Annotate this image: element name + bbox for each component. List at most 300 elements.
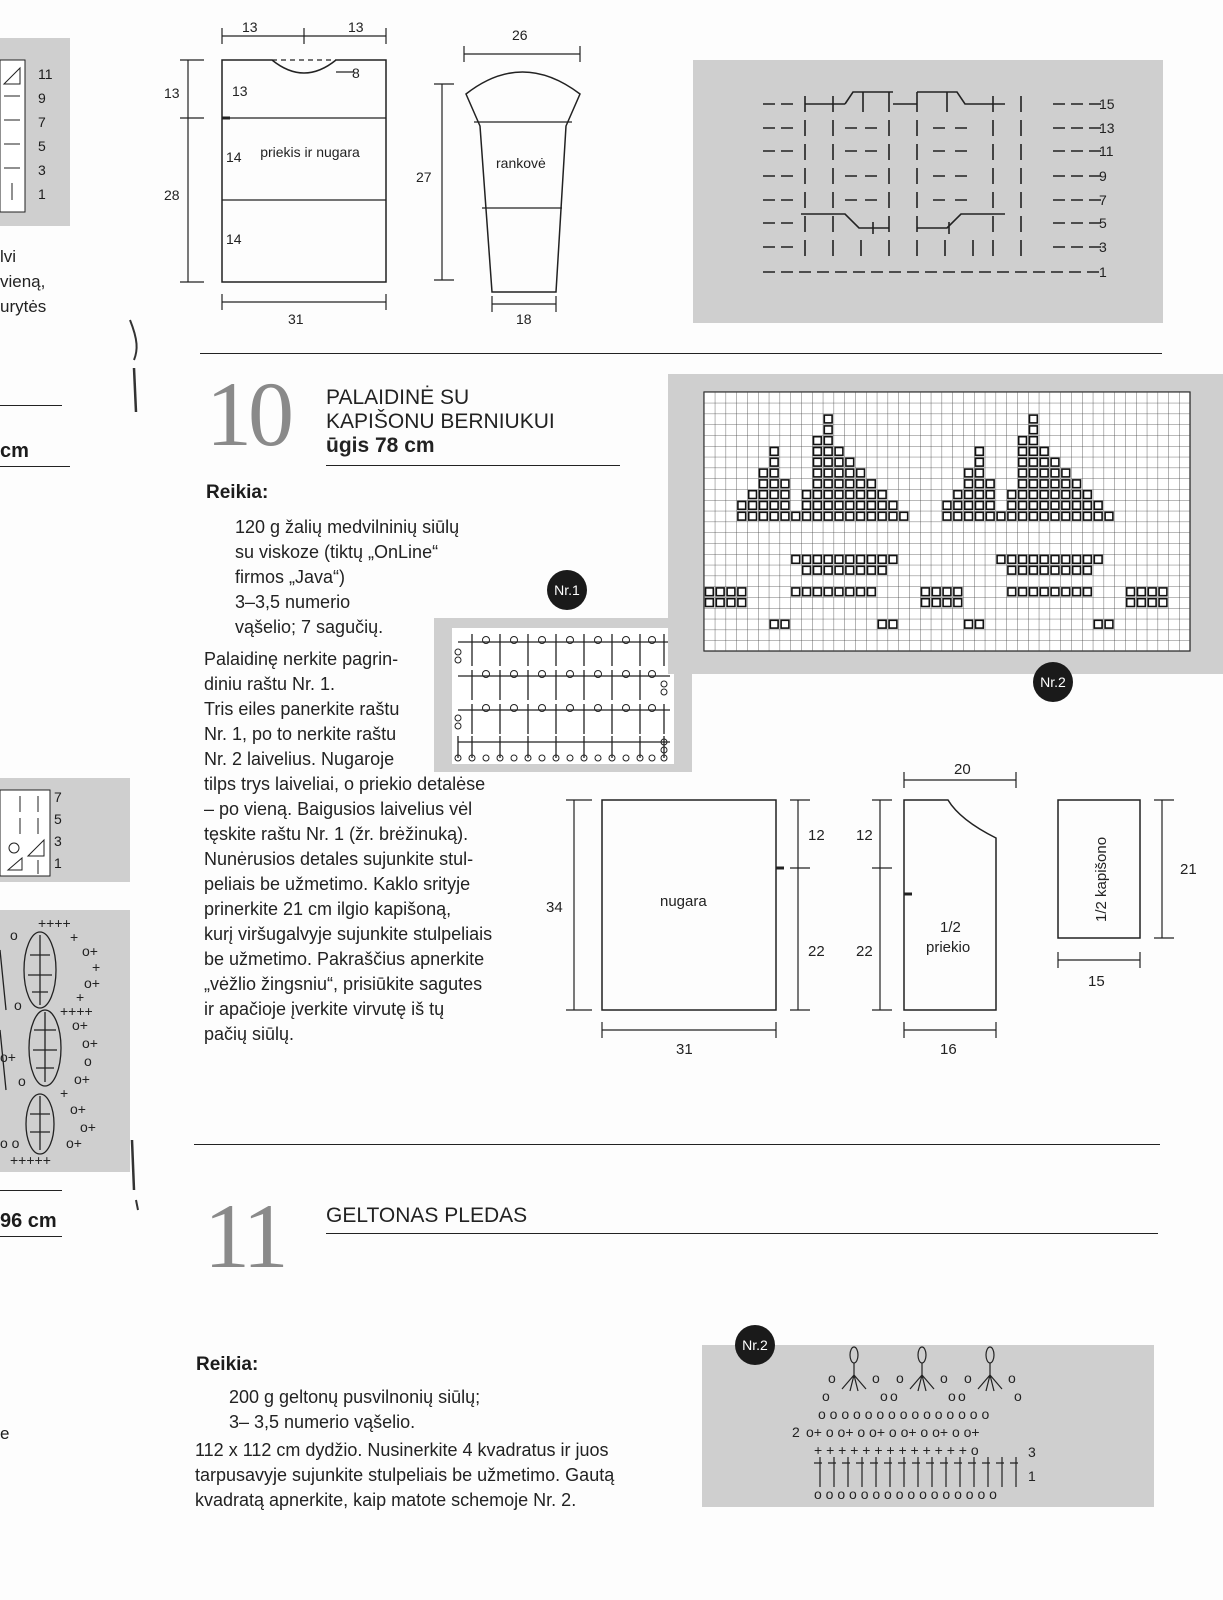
chart-cell — [1008, 588, 1016, 596]
chart-cell — [770, 448, 778, 456]
dim-front-width: 16 — [940, 1041, 957, 1058]
chart-cell — [824, 566, 832, 574]
row-number: 7 — [1099, 192, 1107, 208]
chart-cell — [976, 480, 984, 488]
chart-cell — [986, 491, 994, 499]
chart-cell — [1040, 491, 1048, 499]
row-number: 1 — [54, 855, 62, 871]
chart-cell — [1127, 599, 1135, 607]
row-number: 1 — [1028, 1468, 1036, 1484]
chart-cell — [727, 599, 735, 607]
chart-cell — [1030, 415, 1038, 423]
svg-text:++++: ++++ — [60, 1003, 93, 1019]
svg-text:o: o — [18, 1073, 26, 1089]
dim-back-width: 31 — [676, 1041, 693, 1058]
row-number: 13 — [1099, 120, 1115, 136]
chart-cell — [943, 512, 951, 520]
binding-staples — [124, 320, 144, 1220]
chart-cell — [824, 556, 832, 564]
chart-cell — [1030, 437, 1038, 445]
svg-text:o: o — [1008, 1370, 1016, 1386]
chart-cell — [846, 469, 854, 477]
chart-cell — [954, 599, 962, 607]
top-stitch-chart — [693, 60, 1163, 323]
chart-cell — [1094, 512, 1102, 520]
chart-cell — [1094, 502, 1102, 510]
chart-cell — [1062, 469, 1070, 477]
title-underline — [326, 465, 620, 466]
chart-cell — [846, 502, 854, 510]
chart-cell — [716, 588, 724, 596]
chart-cell — [814, 502, 822, 510]
piece-label-sleeve: rankovė — [496, 155, 546, 171]
chart-cell — [824, 469, 832, 477]
chart-cell — [760, 469, 768, 477]
chart-cell — [1084, 512, 1092, 520]
left-divider — [0, 466, 70, 467]
chart-cell — [976, 448, 984, 456]
chart-cell — [824, 480, 832, 488]
chart-cell — [1051, 480, 1059, 488]
chart-cell — [781, 512, 789, 520]
chart-cell — [1073, 588, 1081, 596]
chart-cell — [889, 502, 897, 510]
chart-cell — [814, 512, 822, 520]
svg-text:o: o — [14, 997, 22, 1013]
chart-cell — [835, 512, 843, 520]
row-number: 5 — [1099, 215, 1107, 231]
materials-list: 200 g geltonų pusvilnonių siūlų; 3– 3,5 numerio vąšelio. — [229, 1387, 481, 1432]
chart-nr2-grid — [668, 374, 1223, 674]
section-number: 10 — [206, 363, 290, 465]
row-number: 9 — [38, 90, 46, 106]
chart-cell — [814, 480, 822, 488]
chart-cell — [1040, 512, 1048, 520]
chart-cell — [889, 620, 897, 628]
chart-cell — [1051, 566, 1059, 574]
chart-cell — [1159, 588, 1167, 596]
row-number: 3 — [54, 833, 62, 849]
chart-cell — [1030, 502, 1038, 510]
chart-cell — [857, 556, 865, 564]
chart-cell — [1008, 566, 1016, 574]
svg-text:o+: o+ — [66, 1135, 82, 1151]
chart-cell — [868, 588, 876, 596]
chart-cell — [889, 556, 897, 564]
chart-cell — [1127, 588, 1135, 596]
svg-text:++++: ++++ — [38, 915, 71, 931]
chart-cell — [835, 480, 843, 488]
chart-cell — [1030, 491, 1038, 499]
chart-cell — [1051, 502, 1059, 510]
svg-text:o o: o o — [0, 1135, 20, 1151]
chart-cell — [824, 512, 832, 520]
requirements-heading: Reikia: — [196, 1354, 259, 1375]
chart-cell — [749, 512, 757, 520]
chart-cell — [835, 588, 843, 596]
chart-cell — [749, 502, 757, 510]
chart-cell — [1094, 620, 1102, 628]
chart-cell — [1138, 588, 1146, 596]
row-number: 3 — [1028, 1444, 1036, 1460]
left-size-label: cm — [0, 440, 29, 462]
chart-cell — [1030, 566, 1038, 574]
chart-cell — [781, 502, 789, 510]
chart-cell — [976, 620, 984, 628]
chart-cell — [1084, 556, 1092, 564]
chart-cell — [1008, 512, 1016, 520]
chart-cell — [1040, 588, 1048, 596]
piece-label-front-1: 1/2 — [940, 919, 961, 936]
svg-text:o+: o+ — [72, 1017, 88, 1033]
chart-cell — [878, 556, 886, 564]
chart-cell — [770, 458, 778, 466]
chart-cell — [1030, 556, 1038, 564]
row-number: 1 — [38, 186, 46, 202]
chart-cell — [868, 512, 876, 520]
chart-cell — [792, 512, 800, 520]
chart-cell — [1040, 502, 1048, 510]
chart-cell — [760, 491, 768, 499]
chart-cell — [1019, 437, 1027, 445]
left-row-numbers-2 — [54, 786, 62, 874]
chart-cell — [857, 480, 865, 488]
chart-cell — [803, 588, 811, 596]
chart-cell — [857, 502, 865, 510]
dim-sleeve-height: 27 — [416, 169, 432, 185]
chart-cell — [760, 480, 768, 488]
svg-text:+: + — [60, 1085, 69, 1101]
chart-cell — [1084, 588, 1092, 596]
chart-cell — [824, 426, 832, 434]
chart-cell — [965, 620, 973, 628]
chart-cell — [814, 566, 822, 574]
left-chart-symbols — [0, 38, 70, 226]
dim-top-right: 13 — [348, 19, 364, 35]
chart-cell — [1051, 491, 1059, 499]
chart-cell — [1030, 480, 1038, 488]
chart-cell — [1040, 480, 1048, 488]
chart-cell — [1084, 566, 1092, 574]
svg-text:o+: o+ — [74, 1071, 90, 1087]
chart-cell — [868, 491, 876, 499]
chart-cell — [1030, 426, 1038, 434]
chart-cell — [1008, 502, 1016, 510]
left-text-fragment: lvi vieną, urytės — [0, 247, 47, 316]
chart-cell — [770, 620, 778, 628]
chart-cell — [803, 566, 811, 574]
chart-cell — [932, 599, 940, 607]
chart-badge-nr2: Nr.2 — [1033, 662, 1073, 702]
svg-text:o+: o+ — [84, 975, 100, 991]
chart-cell — [965, 512, 973, 520]
chart-cell — [976, 502, 984, 510]
chart-cell — [1062, 480, 1070, 488]
section-title: GELTONAS PLEDAS — [326, 1204, 528, 1227]
left-text-fragment-2: e — [0, 1424, 10, 1443]
chart-cell — [878, 491, 886, 499]
chart-cell — [878, 566, 886, 574]
chart-cell — [1105, 512, 1113, 520]
title-underline — [326, 1233, 1158, 1234]
svg-text:o: o — [880, 1388, 888, 1404]
hoodie-schematic — [540, 760, 1220, 1060]
chart-cell — [1019, 512, 1027, 520]
chart-badge-nr2: Nr.2 — [735, 1325, 775, 1365]
svg-text:o: o — [948, 1388, 956, 1404]
chart-cell — [738, 599, 746, 607]
materials-list: 120 g žalių medvilninių siūlų su viskoze (tiktų „OnLine“ firmos „Java“) 3–3,5 numerio vąšelio; 7 sagučių. — [235, 517, 460, 637]
piece-label-back: nugara — [660, 893, 707, 910]
piece-label-front-2: priekio — [926, 939, 971, 956]
svg-text:o: o — [896, 1370, 904, 1386]
chart-cell — [1030, 588, 1038, 596]
chart-cell — [878, 512, 886, 520]
dim-back-lower: 22 — [808, 943, 825, 960]
chart-cell — [997, 512, 1005, 520]
chart-cell — [900, 512, 908, 520]
chart-cell — [781, 620, 789, 628]
chart-cell — [1084, 502, 1092, 510]
chart-cell — [760, 512, 768, 520]
left-row-numbers — [38, 62, 53, 206]
chart-cell — [1062, 556, 1070, 564]
chart-cell — [868, 556, 876, 564]
svg-text:o: o — [958, 1388, 966, 1404]
chart-cell — [814, 437, 822, 445]
chart-cell — [760, 502, 768, 510]
left-divider — [0, 405, 62, 406]
chart-cell — [965, 502, 973, 510]
left-divider — [0, 1236, 62, 1237]
row-number: 15 — [1099, 96, 1115, 112]
chart-cell — [986, 512, 994, 520]
svg-text:o+: o+ — [82, 1035, 98, 1051]
chart-cell — [1019, 491, 1027, 499]
dim-left-outer: 13 — [164, 85, 180, 101]
chart-cell — [814, 448, 822, 456]
left-crochet-motif — [0, 910, 130, 1172]
section-divider — [200, 353, 1162, 354]
chart-cell — [986, 480, 994, 488]
chart-cell — [857, 566, 865, 574]
chart-cell — [857, 469, 865, 477]
chart-cell — [835, 448, 843, 456]
dim-back-upper: 12 — [808, 827, 825, 844]
chart-cell — [857, 588, 865, 596]
chart-cell — [738, 588, 746, 596]
chart-cell — [716, 599, 724, 607]
dim-row3: 14 — [226, 231, 242, 247]
dim-total: 28 — [164, 187, 180, 203]
chart-cell — [932, 588, 940, 596]
svg-text:o: o — [1014, 1388, 1022, 1404]
chart-cell — [1159, 599, 1167, 607]
chart-cell — [835, 502, 843, 510]
chart-cell — [954, 491, 962, 499]
svg-text:o+: o+ — [80, 1119, 96, 1135]
chart-cell — [846, 588, 854, 596]
chart-nr1-symbols — [434, 618, 692, 772]
chart-cell — [781, 491, 789, 499]
instructions-text: Palaidinę nerkite pagrin- diniu raštu Nr. 1. Tris eiles panerkite raštu Nr. 1, po to nerkite raštu Nr. 2 laivelius. Nugaroje tilps trys laiveliai, o priekio detalėse – po vieną. Baigusios laivelius vėl tęskite raštu Nr. 1 (žr. brėžinuką). Nunėrusios detales sujunkite stul- peliais be užmetimo. Kaklo srityje prinerkite 21 cm ilgio kapišoną, kurį viršugalvyje sujunkite stulpeliais be užmetimo. Pakraščius apnerkite „vėžlio žingsniu“, prisiūkite sagutes ir apačioje įverkite virvutę iš tų pačių siūlų. — [204, 649, 493, 1044]
dim-row1: 13 — [232, 83, 248, 99]
row-number: 1 — [1099, 264, 1107, 280]
chart-cell — [878, 620, 886, 628]
chart-cell — [976, 469, 984, 477]
chart-cell — [835, 556, 843, 564]
row-number: 9 — [1099, 168, 1107, 184]
chart-cell — [770, 491, 778, 499]
chart-cell — [835, 566, 843, 574]
chart-cell — [792, 556, 800, 564]
chart-cell — [1030, 458, 1038, 466]
chart-cell — [943, 502, 951, 510]
requirements-heading: Reikia: — [206, 482, 269, 503]
chart-cell — [868, 566, 876, 574]
chart-cell — [824, 588, 832, 596]
chart-cell — [1019, 502, 1027, 510]
chart-cell — [803, 512, 811, 520]
chart-cell — [954, 502, 962, 510]
chart-cell — [1062, 502, 1070, 510]
chart-cell — [976, 491, 984, 499]
chart-cell — [1138, 599, 1146, 607]
chart-cell — [1073, 566, 1081, 574]
chart-cell — [846, 556, 854, 564]
svg-text:o+ o o+ o o+ o o+ o o+: o+ o o+ o o+ o o+ o o+ o o+ — [806, 1424, 980, 1440]
sleeve-schematic — [416, 14, 600, 327]
left-divider — [0, 1190, 62, 1191]
chart-cell — [889, 512, 897, 520]
chart-cell — [1019, 469, 1027, 477]
chart-cell — [738, 512, 746, 520]
row-number: 2 — [792, 1424, 800, 1440]
dim-front-upper: 12 — [856, 827, 873, 844]
chart-cell — [1073, 556, 1081, 564]
chart-cell — [1019, 588, 1027, 596]
dim-sleeve-bottom: 18 — [516, 311, 532, 327]
chart-cell — [878, 502, 886, 510]
dim-neck: 8 — [352, 65, 360, 81]
dim-front-top: 20 — [954, 761, 971, 778]
chart-cell — [835, 469, 843, 477]
chart-cell — [846, 480, 854, 488]
svg-text:o+: o+ — [0, 1049, 16, 1065]
chart-cell — [1019, 448, 1027, 456]
left-size-label-2: 96 cm — [0, 1210, 57, 1232]
chart-cell — [1148, 599, 1156, 607]
chart-cell — [824, 415, 832, 423]
chart-cell — [1051, 556, 1059, 564]
svg-text:+: + — [70, 929, 79, 945]
chart-cell — [770, 512, 778, 520]
chart-cell — [965, 469, 973, 477]
svg-text:+ + + + + + + + + + +: + + + + + + + + + + + + + o — [814, 1442, 979, 1458]
piece-label-body: priekis ir nugara — [260, 144, 360, 160]
svg-text:o o o o o o o o o o: o o o o o o o o o o o o o o o — [818, 1406, 990, 1422]
chart-cell — [1030, 512, 1038, 520]
chart-cell — [706, 599, 714, 607]
chart-cell — [814, 458, 822, 466]
chart-cell — [857, 512, 865, 520]
section-divider — [194, 1144, 1160, 1145]
chart-cell — [814, 469, 822, 477]
chart-cell — [1051, 588, 1059, 596]
chart-cell — [1073, 512, 1081, 520]
dim-top-left: 13 — [242, 19, 258, 35]
dim-hood-width: 15 — [1088, 973, 1105, 990]
row-number: 5 — [54, 811, 62, 827]
chart-cell — [1073, 491, 1081, 499]
chart-cell — [1019, 566, 1027, 574]
chart-cell — [986, 502, 994, 510]
chart-cell — [770, 480, 778, 488]
chart-cell — [943, 588, 951, 596]
dim-bottom: 31 — [288, 311, 304, 327]
chart-cell — [824, 437, 832, 445]
row-number: 11 — [38, 66, 53, 82]
chart-cell — [1051, 469, 1059, 477]
row-number: 3 — [1099, 239, 1107, 255]
chart-cell — [943, 599, 951, 607]
row-number: 7 — [38, 114, 46, 130]
dim-front-lower: 22 — [856, 943, 873, 960]
chart-cell — [835, 491, 843, 499]
chart-cell — [868, 480, 876, 488]
chart-cell — [1094, 556, 1102, 564]
chart-cell — [846, 566, 854, 574]
svg-text:o+: o+ — [82, 943, 98, 959]
section-title: PALAIDINĖ SU KAPIŠONU BERNIUKUI ūgis 78 cm — [326, 386, 555, 457]
chart-cell — [1019, 556, 1027, 564]
chart-cell — [1105, 620, 1113, 628]
svg-text:o o o o o o o o o o: o o o o o o o o o o o o o o o o — [814, 1486, 997, 1502]
chart-cell — [770, 469, 778, 477]
chart-cell — [1062, 491, 1070, 499]
chart-cell — [1040, 469, 1048, 477]
chart-cell — [824, 502, 832, 510]
chart-cell — [1030, 469, 1038, 477]
chart-cell — [1062, 512, 1070, 520]
svg-text:o: o — [84, 1053, 92, 1069]
chart-cell — [1008, 556, 1016, 564]
chart-cell — [1040, 448, 1048, 456]
svg-text:o: o — [872, 1370, 880, 1386]
chart-cell — [1062, 588, 1070, 596]
edge-crochet-chart — [702, 1345, 1154, 1507]
chart-cell — [868, 502, 876, 510]
chart-cell — [1040, 566, 1048, 574]
chart-cell — [727, 588, 735, 596]
chart-cell — [1040, 458, 1048, 466]
chart-cell — [1051, 458, 1059, 466]
dim-sleeve-top: 26 — [512, 27, 528, 43]
chart-cell — [976, 458, 984, 466]
chart-cell — [706, 588, 714, 596]
chart-cell — [1148, 588, 1156, 596]
chart-cell — [1062, 566, 1070, 574]
chart-cell — [803, 502, 811, 510]
svg-text:o: o — [828, 1370, 836, 1386]
chart-cell — [965, 480, 973, 488]
chart-cell — [770, 502, 778, 510]
dim-back-height: 34 — [546, 899, 563, 916]
chart-cell — [1019, 480, 1027, 488]
chart-cell — [922, 599, 930, 607]
chart-cell — [954, 588, 962, 596]
chart-cell — [792, 588, 800, 596]
